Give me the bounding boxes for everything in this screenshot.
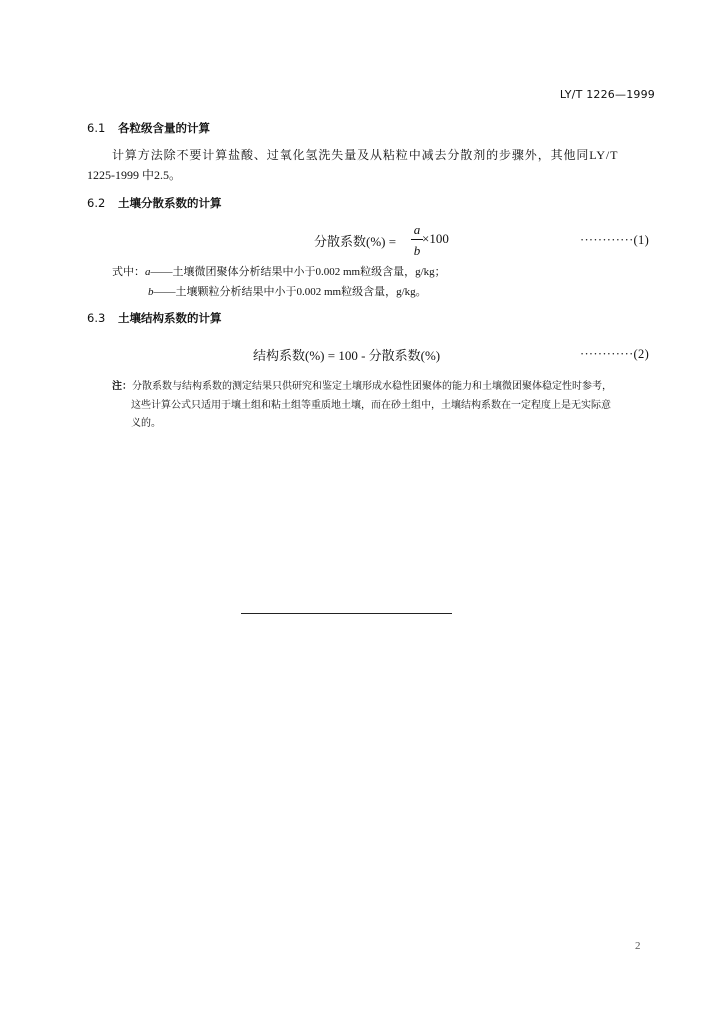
document-code-header: LY/T 1226—1999 bbox=[559, 88, 655, 101]
note-text-1: 分散系数与结构系数的测定结果只供研究和鉴定土壤形成水稳性团聚体的能力和土壤微团聚体稳定性时参考， bbox=[132, 381, 612, 392]
section-6-1-paragraph-line1: 计算方法除不要计算盐酸、过氧化氢洗失量及从粘粒中减去分散剂的步骤外，其他同LY/T bbox=[112, 148, 619, 162]
var-a-symbol: a bbox=[145, 266, 151, 278]
variable-definitions bbox=[112, 263, 446, 279]
formula-2: 结构系数(%) = 100 - 分散系数(%) bbox=[253, 348, 441, 363]
var-b-description: ——土壤颗粒分析结果中小于0.002 mm粒级含量，g/kg。 bbox=[153, 286, 427, 298]
section-6-1-number: 6.1 bbox=[87, 121, 106, 135]
section-6-2-title: 土壤分散系数的计算 bbox=[118, 196, 222, 210]
equation-number-2: ············(2) bbox=[580, 347, 650, 361]
formula-1-denominator: b bbox=[413, 243, 421, 258]
equation-number-1: ············(1) bbox=[580, 233, 650, 247]
page-number: 2 bbox=[635, 940, 641, 952]
note-line-2: 这些计算公式只适用于壤土组和粘土组等重质地土壤，而在砂土组中，土壤结构系数在一定程度上是无实际意 bbox=[131, 400, 611, 411]
note-line-3: 义的。 bbox=[131, 418, 161, 429]
section-6-2-number: 6.2 bbox=[87, 196, 106, 210]
end-of-text-rule bbox=[241, 613, 452, 614]
where-label: 式中： bbox=[112, 266, 145, 278]
formula-1-right: ×100 bbox=[422, 231, 449, 246]
section-6-1-paragraph-line2: 1225-1999 中2.5。 bbox=[87, 168, 181, 182]
formula-1-numerator: a bbox=[413, 222, 421, 237]
note-label: 注： bbox=[112, 381, 132, 392]
variable-b-definition bbox=[148, 283, 427, 299]
var-a-description: ——土壤微团聚体分析结果中小于0.002 mm粒级含量，g/kg； bbox=[150, 266, 446, 278]
var-b-symbol: b bbox=[148, 286, 154, 298]
section-6-1-title: 各粒级含量的计算 bbox=[118, 121, 210, 135]
formula-1 bbox=[314, 231, 396, 250]
section-6-3-title: 土壤结构系数的计算 bbox=[118, 311, 222, 325]
formula-1-left: 分散系数(%) = bbox=[314, 234, 397, 249]
section-6-3-number: 6.3 bbox=[87, 311, 106, 325]
note-line-1 bbox=[112, 377, 612, 392]
